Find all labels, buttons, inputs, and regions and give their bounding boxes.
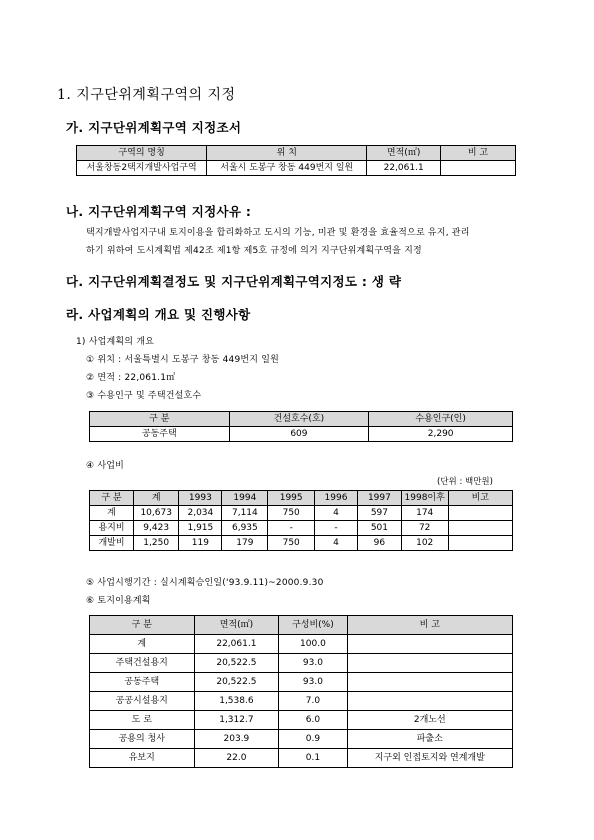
table-cell: 계 (90, 635, 195, 654)
reason-line-1: 택지개발사업지구내 토지이용을 합리화하고 도시의 기능, 미관 및 환경을 효율적으로 유지, 관리 (86, 228, 470, 238)
table-header-row (90, 412, 513, 427)
header-cell: 구 분 (90, 616, 195, 635)
table-cell (448, 521, 512, 536)
item-period: ⑤ 사업시행기간 : 실시계획승인일('93.9.11)~2000.9.30 (86, 578, 324, 588)
table-cell: 공공시설용지 (90, 692, 195, 711)
header-cell: 건설호수(호) (229, 412, 369, 427)
table-cell: 102 (401, 536, 448, 551)
header-cell: 위 치 (207, 146, 367, 161)
table-row (90, 749, 513, 768)
table-cell: 공동주택 (90, 427, 230, 442)
table-cell (347, 673, 512, 692)
table-cell: - (315, 521, 358, 536)
table-cell: 174 (401, 506, 448, 521)
header-cell: 1993 (179, 491, 222, 506)
table-cell: 6.0 (279, 711, 347, 730)
table-cell: 96 (357, 536, 401, 551)
table-cell: 1,915 (179, 521, 222, 536)
table-row (77, 161, 516, 176)
table-cell: 2개노선 (347, 711, 512, 730)
table-cell: 179 (222, 536, 268, 551)
section-title: 1. 지구단위계획구역의 지정 (57, 87, 236, 103)
table-cell: 공동주택 (90, 673, 195, 692)
table-cell: 1,538.6 (194, 692, 279, 711)
table-cell: 유보지 (90, 749, 195, 768)
subheading-overview: 1) 사업계획의 개요 (76, 337, 155, 347)
table-cell: 계 (90, 506, 134, 521)
table-cell (441, 161, 516, 176)
table-row (90, 654, 513, 673)
landuse-table (89, 615, 513, 768)
header-cell: 구 분 (90, 412, 230, 427)
item-location: ① 위치 : 서울특별시 도봉구 창동 449번지 일원 (86, 355, 280, 365)
table-cell: 72 (401, 521, 448, 536)
table-cell: 10,673 (134, 506, 179, 521)
table-row (90, 427, 513, 442)
heading-da: 다. 지구단위계획결정도 및 지구단위계획구역지정도 : 생 략 (66, 274, 402, 289)
table-cell: 597 (357, 506, 401, 521)
table-cell: 1,312.7 (194, 711, 279, 730)
table-cell: 100.0 (279, 635, 347, 654)
header-cell: 면적(㎡) (194, 616, 279, 635)
table-cell: 7.0 (279, 692, 347, 711)
table-header-row (77, 146, 516, 161)
header-cell: 구역의 명칭 (77, 146, 207, 161)
header-cell: 면적(㎡) (367, 146, 441, 161)
header-cell: 구 분 (90, 491, 134, 506)
table-cell: 4 (315, 506, 358, 521)
population-table (89, 411, 513, 442)
table-cell: 7,114 (222, 506, 268, 521)
table-cell (448, 536, 512, 551)
table-cell: 20,522.5 (194, 673, 279, 692)
table-cell: 4 (315, 536, 358, 551)
header-cell: 1998이후 (401, 491, 448, 506)
table-cell: 6,935 (222, 521, 268, 536)
table-row (90, 635, 513, 654)
header-cell: 비 고 (347, 616, 512, 635)
header-cell: 1997 (357, 491, 401, 506)
header-cell: 구성비(%) (279, 616, 347, 635)
table-cell (448, 506, 512, 521)
table-cell: 93.0 (279, 673, 347, 692)
table-row (90, 711, 513, 730)
table-cell: 9,423 (134, 521, 179, 536)
heading-ra: 라. 사업계획의 개요 및 진행사항 (66, 307, 251, 322)
header-cell: 비 고 (441, 146, 516, 161)
table-cell: 501 (357, 521, 401, 536)
item-landuse: ⑥ 토지이용계획 (86, 596, 151, 606)
table-cell: 22,061.1 (367, 161, 441, 176)
table-cell (347, 692, 512, 711)
table-cell: 1,250 (134, 536, 179, 551)
table-cell: 750 (268, 506, 315, 521)
table-row (90, 536, 513, 551)
table-cell: 119 (179, 536, 222, 551)
table-header-row (90, 491, 513, 506)
table-cell (347, 635, 512, 654)
table-cell: 주택건설용지 (90, 654, 195, 673)
heading-na: 나. 지구단위계획구역 지정사유 : (66, 204, 252, 219)
table-cell: 파출소 (347, 730, 512, 749)
cost-table (89, 490, 513, 551)
table-cell: 750 (268, 536, 315, 551)
table-cell: 20,522.5 (194, 654, 279, 673)
header-cell: 수용인구(인) (369, 412, 513, 427)
table-row (90, 692, 513, 711)
table-cell (347, 654, 512, 673)
table-row (90, 521, 513, 536)
unit-label: (단위 : 백만원) (437, 477, 493, 487)
table-cell: 2,290 (369, 427, 513, 442)
header-cell: 비고 (448, 491, 512, 506)
table-cell: - (268, 521, 315, 536)
table-cell: 서울창동2택지개발사업구역 (77, 161, 207, 176)
table-cell: 서울시 도봉구 창동 449번지 일원 (207, 161, 367, 176)
item-area: ② 면적 : 22,061.1㎡ (86, 373, 176, 383)
table-cell: 용지비 (90, 521, 134, 536)
table-header-row (90, 616, 513, 635)
reason-line-2: 하기 위하여 도시계획법 제42조 제1항 제5호 규정에 의거 지구단위계획구역을 지정 (86, 246, 422, 256)
table-cell: 203.9 (194, 730, 279, 749)
table-cell: 지구외 인접토지와 연계개발 (347, 749, 512, 768)
table-cell: 609 (229, 427, 369, 442)
table-cell: 도 로 (90, 711, 195, 730)
item-population: ③ 수용인구 및 주택건설호수 (86, 391, 202, 401)
table-cell: 개발비 (90, 536, 134, 551)
table-cell: 22.0 (194, 749, 279, 768)
header-cell: 1994 (222, 491, 268, 506)
table-cell: 0.1 (279, 749, 347, 768)
header-cell: 계 (134, 491, 179, 506)
table-cell: 0.9 (279, 730, 347, 749)
header-cell: 1996 (315, 491, 358, 506)
designation-table (76, 145, 516, 176)
table-cell: 2,034 (179, 506, 222, 521)
table-cell: 22,061.1 (194, 635, 279, 654)
item-cost: ④ 사업비 (86, 461, 125, 471)
table-row (90, 673, 513, 692)
table-row (90, 730, 513, 749)
table-cell: 93.0 (279, 654, 347, 673)
header-cell: 1995 (268, 491, 315, 506)
table-row (90, 506, 513, 521)
table-cell: 공용의 청사 (90, 730, 195, 749)
heading-ga: 가. 지구단위계획구역 지정조서 (66, 120, 242, 135)
